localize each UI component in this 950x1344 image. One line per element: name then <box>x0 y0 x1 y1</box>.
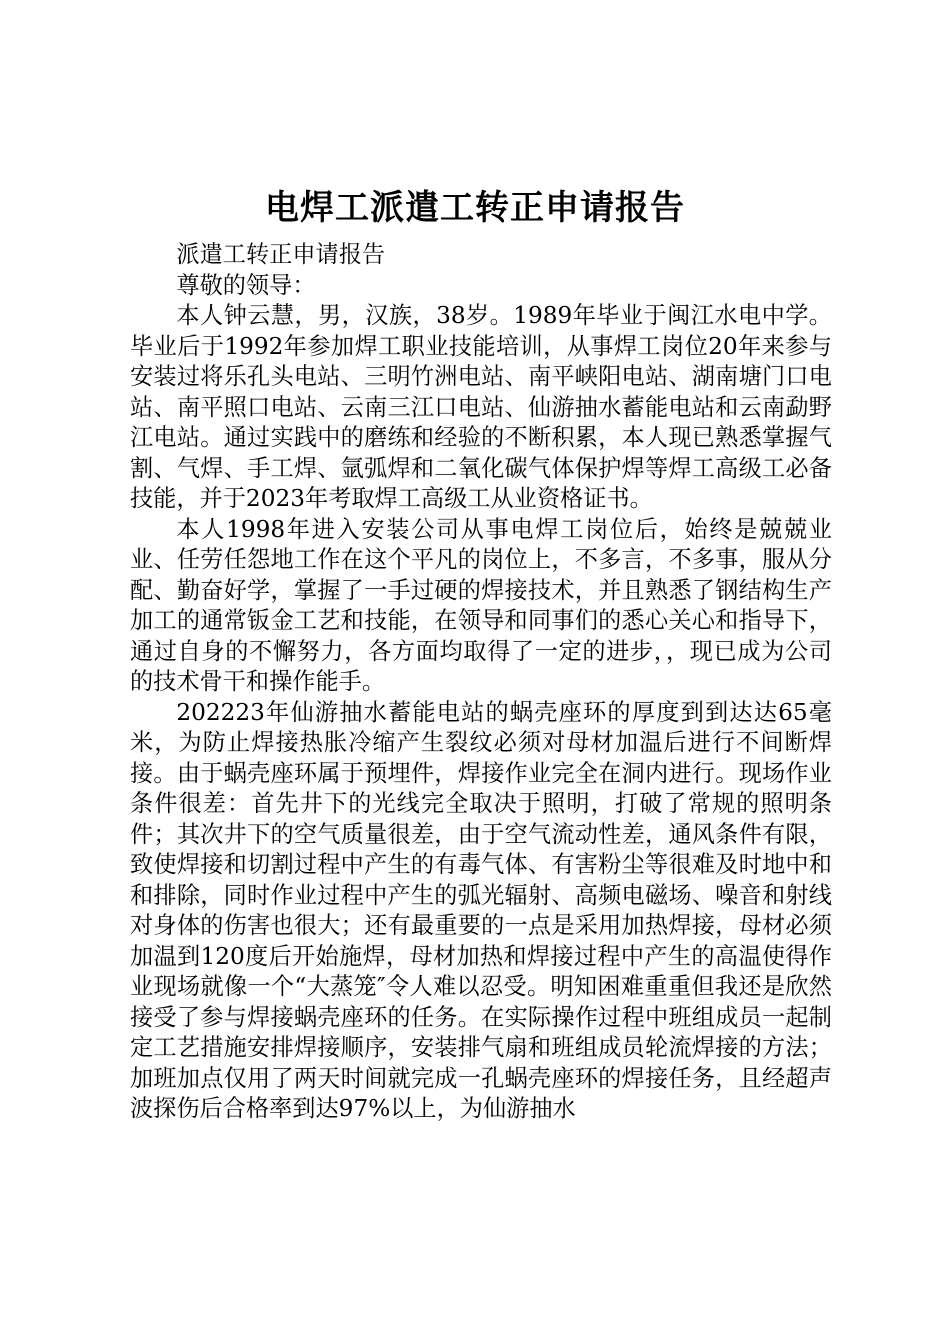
document-subtitle: 派遣工转正申请报告 <box>176 241 386 268</box>
document-title: 电焊工派遣工转正申请报告 <box>265 188 685 228</box>
paragraph-3: 202223年仙游抽水蓄能电站的蜗壳座环的厚度到到达达65毫米，为防止焊接热胀冷缩产生裂纹必须对母材加温后进行不间断焊接。由于蜗壳座环属于预埋件，焊接作业完全在洞内进行。现场作业条件很差：首先井下的光线完全取决于照明，打破了常规的照明条件；其次井下的空气质量很差，由于空气流动性差，通风条件有限，致使焊接和切割过程中产生的有毒气体、有害粉尘等很难及时地中和和排除，同时作业过程中产生的弧光辐射、高频电磁场、噪音和射线对身体的伤害也很大；还有最重要的一点是采用加热焊接，母材必须加温到120度后开始施焊，母材加热和焊接过程中产生的高温使得作业现场就像一个“大蒸笼″令人难以忍受。明知困难重重但我还是欣然接受了参与焊接蜗壳座环的任务。在实际操作过程中班组成员一起制定工艺措施安排焊接顺序，安装排气扇和班组成员轮流焊接的方法；加班加点仅用了两天时间就完成一孔蜗壳座环的焊接任务，且经超声波探伤后合格率到达97%以上，为仙游抽水 <box>130 698 832 1122</box>
document-body <box>130 240 832 1125</box>
salutation: 尊敬的领导： <box>176 271 316 299</box>
paragraph-2: 本人1998年进入安装公司从事电焊工岗位后，始终是兢兢业业、任劳任怨地工作在这个平凡的岗位上，不多言，不多事，服从分配、勤奋好学，掌握了一手过硬的焊接技术，并且熟悉了钢结构生产加工的通常钣金工艺和技能，在领导和同事们的悉心关心和指导下，通过自身的不懈努力，各方面均取得了一定的进步，，现已成为公司的技术骨干和操作能手。 <box>130 515 832 695</box>
paragraph-1: 本人钟云慧，男，汉族，38岁。1989年毕业于闽江水电中学。毕业后于1992年参加焊工职业技能培训，从事焊工岗位20年来参与安装过将乐孔头电站、三明竹洲电站、南平峡阳电站、湖南塘门口电站、南平照口电站、云南三江口电站、仙游抽水蓄能电站和云南勐野江电站。通过实践中的磨练和经验的不断积累，本人现已熟悉掌握气割、气焊、手工焊、氩弧焊和二氧化碳气体保护焊等焊工高级工必备技能，并于2023年考取焊工高级工从业资格证书。 <box>130 302 832 512</box>
